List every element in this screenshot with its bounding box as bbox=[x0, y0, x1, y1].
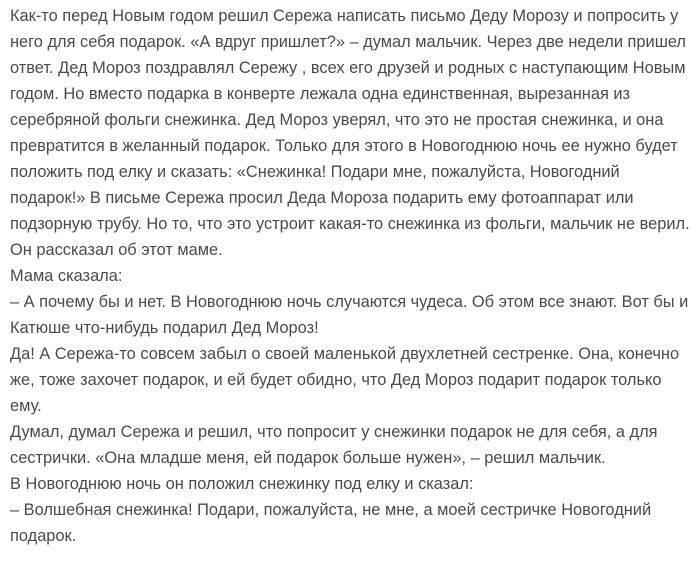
story-paragraph-6: В Новогоднюю ночь он положил снежинку под елку и сказал: bbox=[10, 475, 474, 493]
story-paragraph-5: Думал, думал Сережа и решил, что попросит у снежинки подарок не для себя, а для сестрички. «Она младше меня, ей подарок больше нужен», – решил мальчик. bbox=[10, 423, 658, 467]
story-paragraph-7: – Волшебная снежинка! Подари, пожалуйста, не мне, а моей сестричке Новогодний подарок. bbox=[10, 501, 652, 545]
story-paragraph-3: – А почему бы и нет. В Новогоднюю ночь случаются чудеса. Об этом все знают. Вот бы и Катюше что-нибудь подарил Дед Мороз! bbox=[10, 293, 689, 337]
story-paragraph-4: Да! А Сережа-то совсем забыл о своей маленькой двухлетней сестренке. Она, конечно же, тоже захочет подарок, и ей будет обидно, что Дед Мороз подарит подарок только ему. bbox=[10, 345, 680, 415]
story-paragraph-2: Мама сказала: bbox=[10, 267, 123, 285]
story-paragraph-1: Как-то перед Новым годом решил Сережа написать письмо Деду Морозу и попросить у него для себя подарок. «А вдруг пришлет?» – думал мальчик. Через две недели пришел ответ. Дед Мороз поздравлял Сережу , всех его друзей и родных с наступающим Новым годом. Но вместо подарка в конверте лежала одна единственная, вырезанная из серебряной фольги снежинка. Дед Мороз уверял, что это не простая снежинка, и она превратится в желанный подарок. Только для этого в Новогоднюю ночь ее нужно будет положить под елку и сказать: «Снежинка! Подари мне, пожалуйста, Новогодний подарок!» В письме Сережа просил Деда Мороза подарить ему фотоаппарат или подзорную трубу. Но то, что это устроит какая-то снежинка из фольги, мальчик не верил. Он рассказал об этот маме. bbox=[10, 7, 690, 259]
